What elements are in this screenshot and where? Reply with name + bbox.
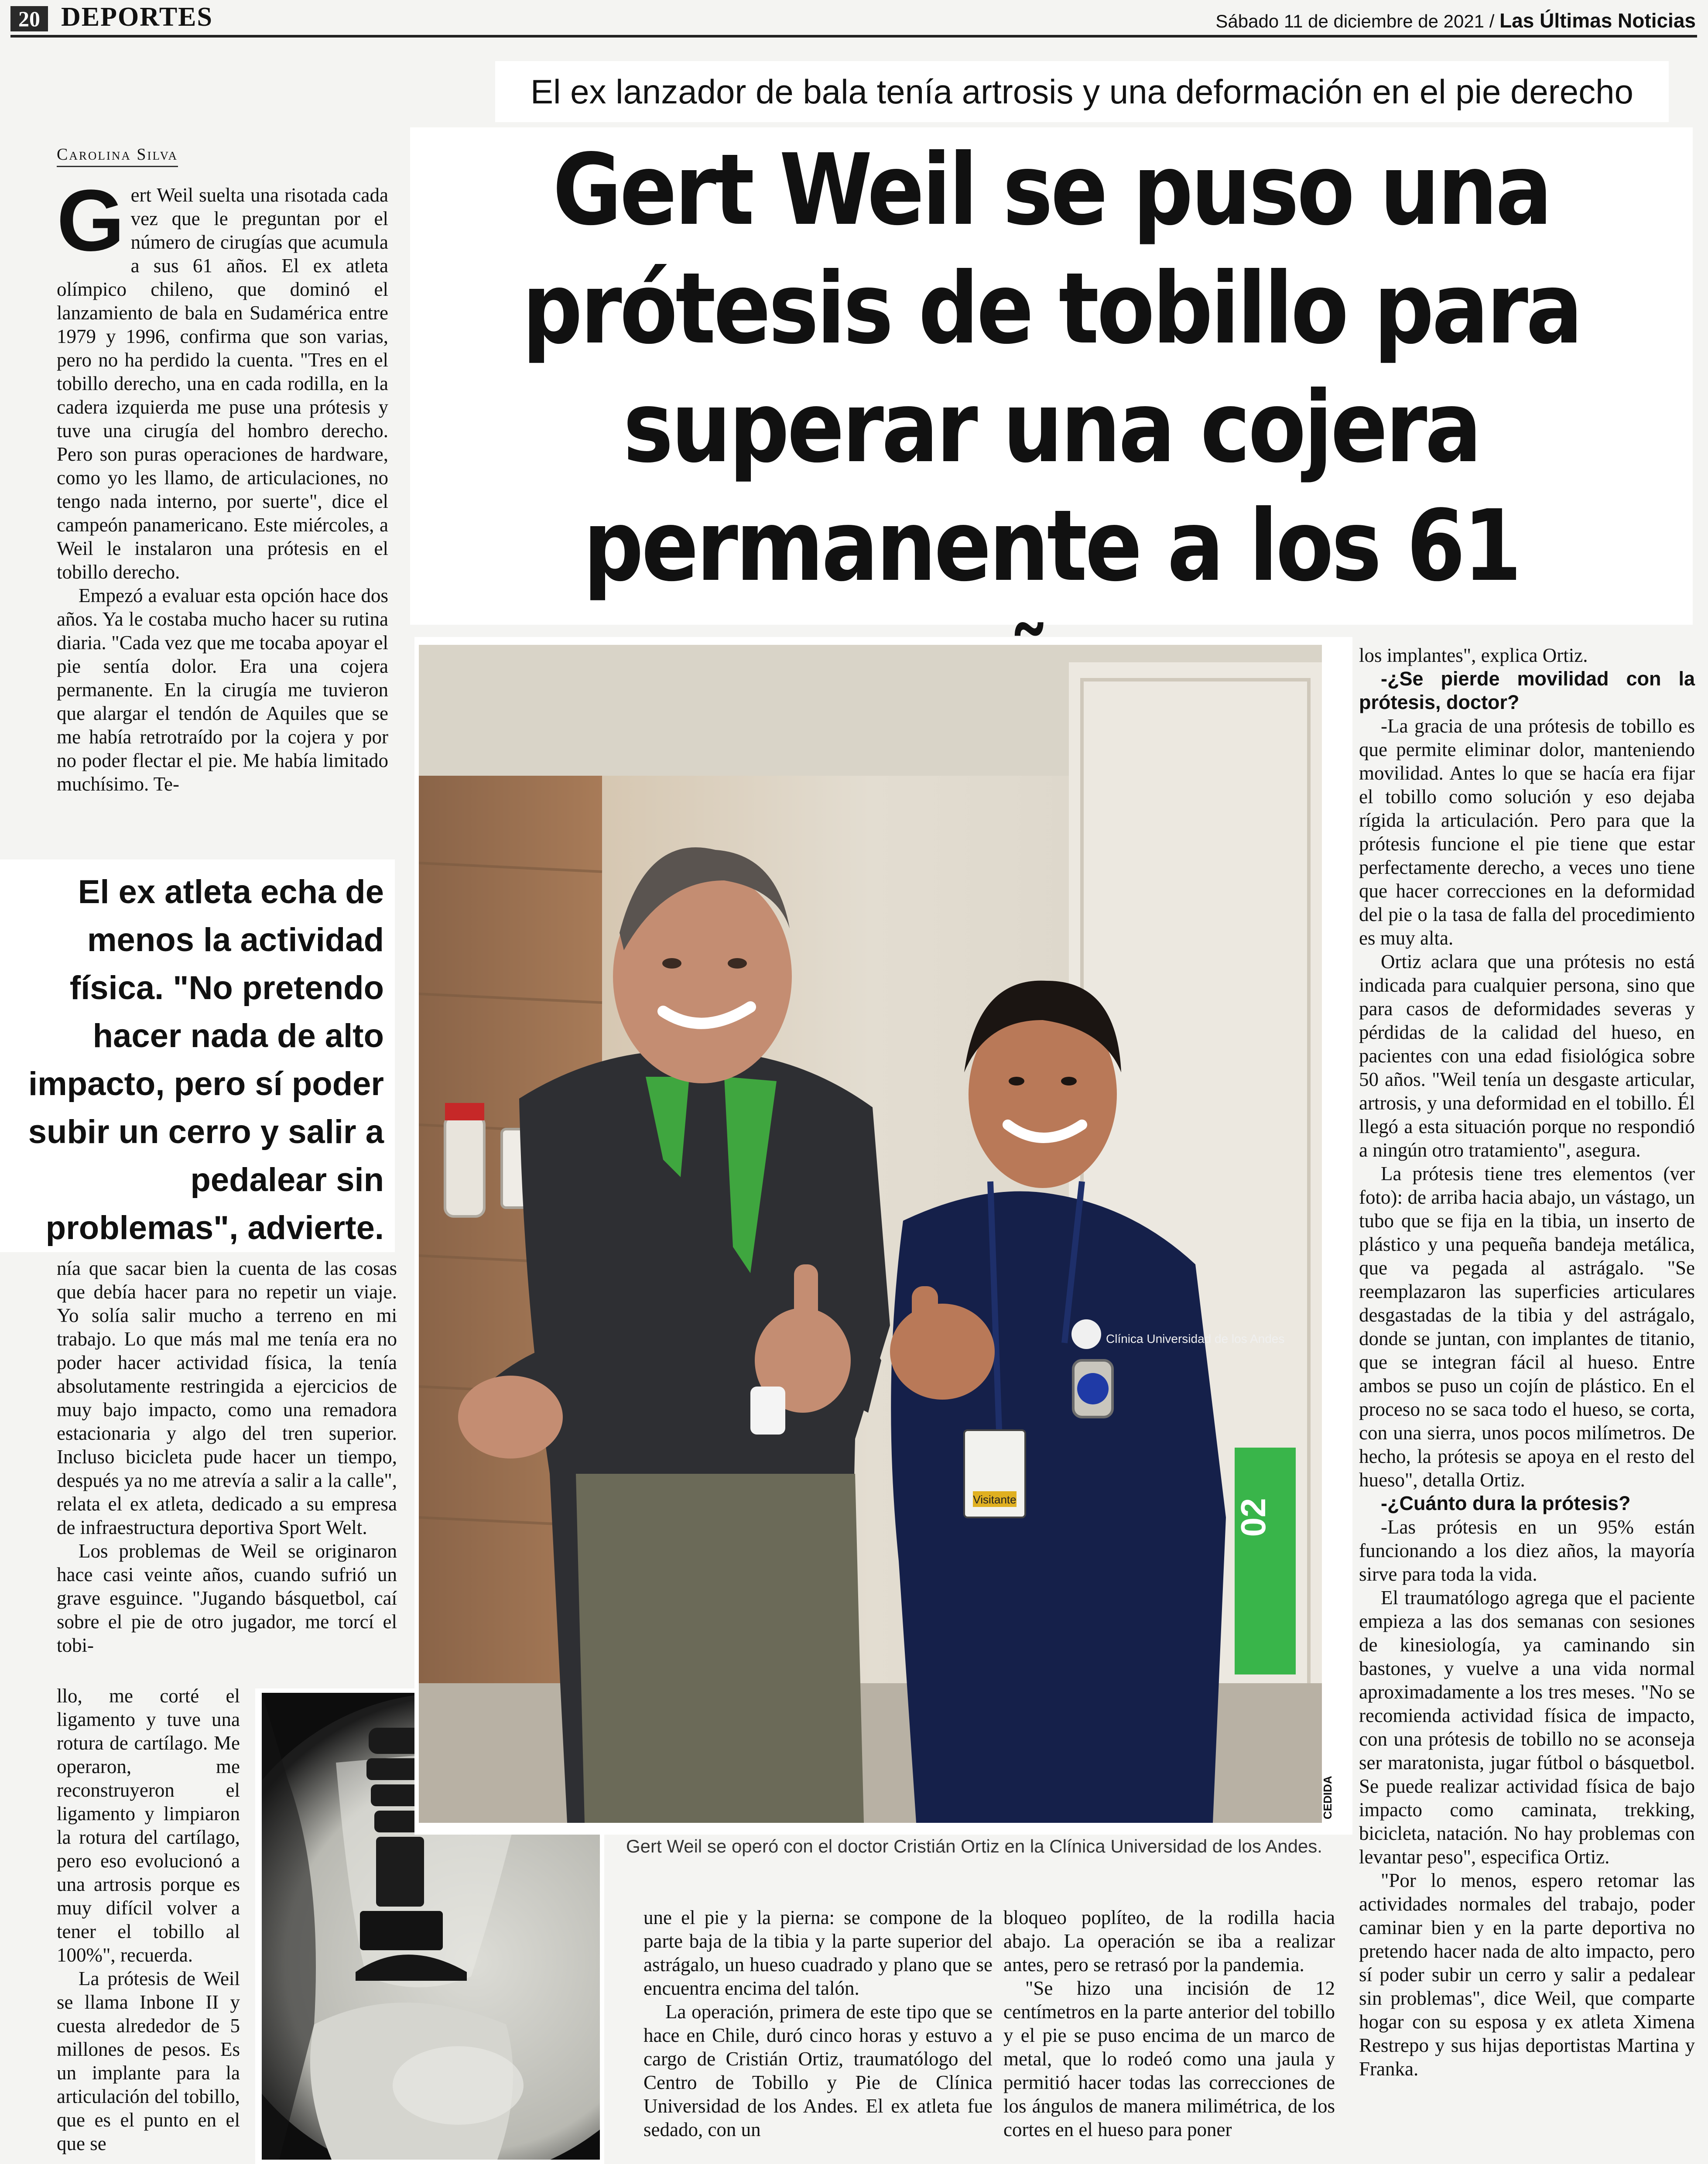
page-number: 20	[10, 6, 48, 31]
article-column-4	[1003, 1906, 1335, 2141]
scrub-logo: Clínica Universidad de los Andes	[1106, 1332, 1285, 1346]
green-sign	[1234, 1448, 1296, 1674]
drop-cap: G	[57, 172, 125, 269]
paragraph: Ortiz aclara que una prótesis no está indicada para cualquier persona, sino que para casos de deformidades severas y pérdidas de la calidad del hueso, en pacientes con una edad fisiológica sobre 50 años. "Weil tenía un desgaste articular, artrosis, y una deformidad en el tobillo. Él llegó a esta situación porque no respondió a ningún otro tratamiento", asegura.	[1359, 951, 1695, 1161]
paragraph-text: ert Weil suelta una risotada cada vez que le preguntan por el número de cirugías que acumula a sus 61 años. El ex atleta olímpico chileno, que dominó el lanzamiento de bala en Sudamérica entre 1979 y 1996, confirma que son varias, pero no ha perdido la cuenta. "Tres en el tobillo derecho, una en cada rodilla, en la cadera izquierda me puse una prótesis y tuve una cirugía del hombro derecho. Pero son puras operaciones de hardware, como yo les llamo, de articulaciones, no tengo nada interno, por suerte", dice el campeón panamericano. Este miércoles, a Weil le instalaron una prótesis en el tobillo derecho.	[57, 184, 388, 583]
paragraph: -La gracia de una prótesis de tobillo es que permite eliminar dolor, manteniendo movilidad. Antes lo que se hacía era fijar el tobillo como solución y eso dejaba rígida la articulación. Pero para que la prótesis funcione el pie tiene que estar perfectamente derecho, a veces uno tiene que hacer correcciones en la deformidad del pie o la tasa de falla del procedimiento es muy alta.	[1359, 715, 1695, 949]
paragraph: La prótesis tiene tres elementos (ver foto): de arriba hacia abajo, un vástago, un tubo que se fija en la tibia, un inserto de plástico y una pequeña bandeja metálica, que va pegada al astrágalo. "Se reemplazaron las superficies articulares desgastadas de la tibia y del astrágalo, donde se juntan, con implantes de titanio, que se integran fácil al hueso. Entre ambos se puso un cojín de plástico. En el proceso no se saca todo el hueso, se corta, con una sierra, unos pocos milímetros. De hecho, la prótesis se apoya en el resto del hueso", detalla Ortiz.	[1359, 1163, 1695, 1491]
sign-number: 02	[1234, 1498, 1273, 1537]
section-title: DEPORTES	[61, 2, 213, 32]
paragraph: La operación, primera de este tipo que se hace en Chile, duró cinco horas y estuvo a cargo de Cristián Ortiz, traumatólogo del Centro de Tobillo y Pie de Clínica Universidad de los Andes. El ex atleta fue sedado, con un	[643, 2001, 993, 2140]
paragraph: Los problemas de Weil se originaron hace casi veinte años, cuando sufrió un grave esguince. "Jugando básquetbol, caí sobre el pie de otro jugador, me torcí el tobi-	[57, 1540, 397, 1656]
badge-label: Visitante	[973, 1493, 1017, 1506]
byline: Carolina Silva	[57, 145, 178, 167]
article-column-1-bottom	[57, 1684, 240, 2155]
photo-caption: Gert Weil se operó con el doctor Cristián Ortiz en la Clínica Universidad de los Andes.	[626, 1836, 1322, 1856]
photo-weil-and-doctor	[419, 645, 1322, 1823]
headline-line: Gert Weil se puso una	[552, 133, 1551, 247]
newspaper-name: Las Últimas Noticias	[1499, 9, 1696, 32]
article-column-1-middle	[57, 1257, 397, 1657]
paragraph: La prótesis de Weil se llama Inbone II y cuesta alrededor de 5 millones de pesos. Es un implante para la articulación del tobillo, que es el punto en el que se	[57, 1968, 240, 2154]
paragraph: El traumatólogo agrega que el paciente empieza a las dos semanas con sesiones de kinesiología, ya caminando sin bastones, y vuelve a una vida normal aproximadamente a los tres meses. "No se recomienda actividad física de impacto, con una prótesis de tobillo no se aconseja ser maratonista, jugar fútbol o básquetbol. Se puede realizar actividad física de bajo impacto como caminata, trekking, bicicleta, natación. No hay problemas con levantar peso", especifica Ortiz.	[1359, 1587, 1695, 1868]
paragraph: une el pie y la pierna: se compone de la parte baja de la tibia y la parte superior del astrágalo, un hueso cuadrado y plano que se encuentra encima del talón.	[643, 1907, 993, 1999]
pull-quote: El ex atleta echa de menos la actividad física. "No pretendo hacer nada de alto impacto, pero sí poder subir un cerro y salir a pedalear sin problemas", advierte.	[28, 873, 384, 1246]
photo-credit: CEDIDA	[1321, 1776, 1334, 1819]
headline-line: permanente a los 61	[583, 489, 1520, 603]
paragraph: -Las prótesis en un 95% están funcionando a los diez años, la mayoría sirve para toda la vida.	[1359, 1516, 1695, 1585]
header-rule	[10, 35, 1697, 38]
paragraph: nía que sacar bien la cuenta de las cosas que debía hacer para no repetir un viaje. Yo solía salir mucho a terreno en mi trabajo. Lo que más mal me tenía era no poder hacer actividad física, la tenía absolutamente restringida a ejercicios de muy bajo impacto, como una remadora estacionaria y algo del tren superior. Incluso bicicleta pude hacer un tiempo, después ya no me atrevía a salir a la calle", relata el ex atleta, dedicado a su empresa de infraestructura deportiva Sport Welt.	[57, 1257, 397, 1538]
article-column-1-top	[57, 172, 388, 796]
interview-question: -¿Se pierde movilidad con la prótesis, doctor?	[1359, 668, 1695, 713]
date: Sábado 11 de diciembre de 2021 /	[1215, 11, 1495, 31]
paragraph: los implantes", explica Ortiz.	[1359, 644, 1588, 666]
paragraph: "Se hizo una incisión de 12 centímetros en la parte anterior del tobillo y el pie se puso encima de un marco de metal, que lo rodeó como una jaula y permitió hacer todas las correcciones de los ángulos de manera milimétrica, de los cortes en el hueso para poner	[1003, 1977, 1335, 2140]
paragraph: llo, me corté el ligamento y tuve una rotura de cartílago. Me operaron, me reconstruyeron el ligamento y limpiaron la rotura del cartílago, pero eso evolucionó a una artrosis porque es muy difícil volver a tener el tobillo al 100%", recuerda.	[57, 1685, 240, 1966]
article-column-right	[1359, 644, 1695, 2081]
article-column-3	[643, 1906, 993, 2141]
paragraph	[57, 172, 388, 584]
paragraph: "Por lo menos, espero retomar las actividades normales del trabajo, poder caminar bien y en la parte deportiva no pretendo hacer nada de alto impacto, pero sí poder subir un cerro y salir a pedalear sin problemas", dice Weil, que comparte hogar con su esposa y ex atleta Ximena Restrepo y sus hijas deportistas Martina y Franka.	[1359, 1870, 1695, 2080]
paragraph: bloqueo poplíteo, de la rodilla hacia abajo. La operación se iba a realizar antes, pero se retrasó por la pandemia.	[1003, 1907, 1335, 1976]
headline-line: superar una cojera	[623, 370, 1480, 485]
headline	[519, 131, 1584, 724]
dateline	[1215, 9, 1696, 32]
main-photo	[419, 645, 1322, 1823]
interview-question: -¿Cuánto dura la prótesis?	[1381, 1492, 1631, 1514]
headline-line: prótesis de tobillo para	[522, 252, 1581, 366]
kicker: El ex lanzador de bala tenía artrosis y una deformación en el pie derecho	[495, 61, 1669, 122]
paragraph: Empezó a evaluar esta opción hace dos años. Ya le costaba mucho hacer su rutina diaria. "Cada vez que me tocaba apoyar el pie sentía dolor. Era una cojera permanente. En la cirugía me tuvieron que alargar el tendón de Aquiles que se me había retrotraído por la cojera y por no poder flectar el pie. Me había limitado muchísimo. Te-	[57, 585, 388, 795]
